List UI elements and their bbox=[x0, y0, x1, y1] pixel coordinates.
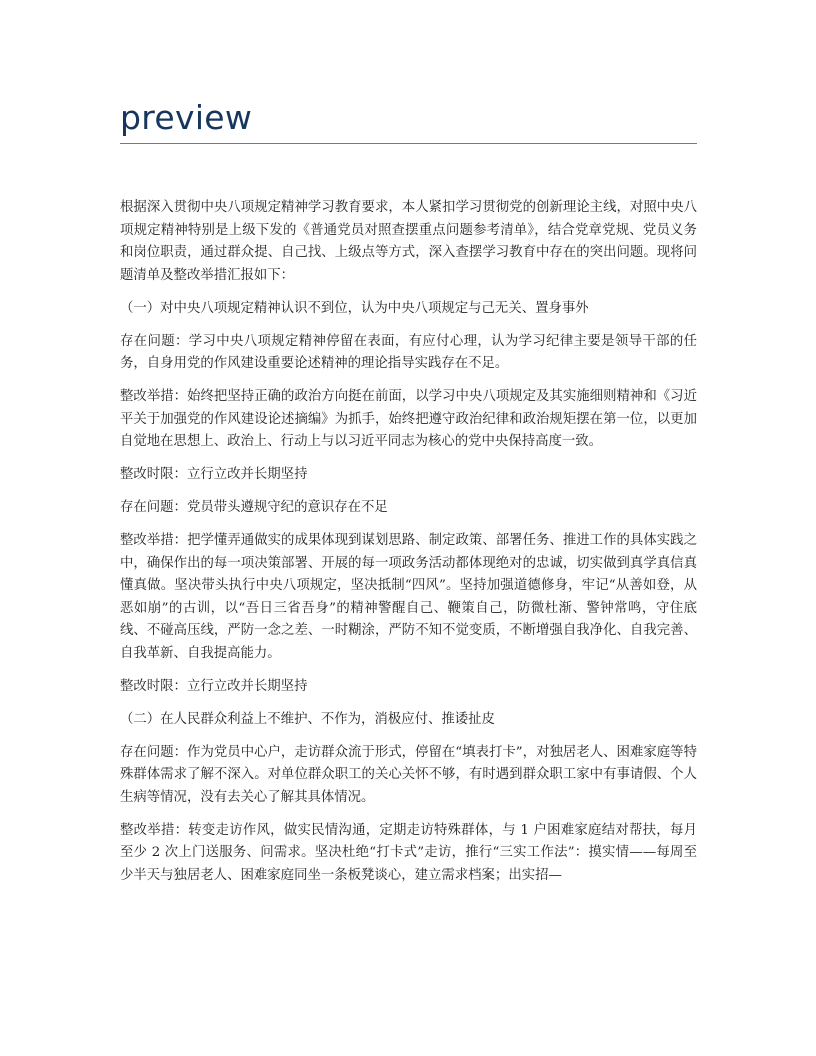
problem-paragraph-3: 存在问题：作为党员中心户，走访群众流于形式，停留在“填表打卡”，对独居老人、困难家庭等特殊群体需求了解不深入。对单位群众职工的关心关怀不够，有时遇到群众职工家中有事请假、个人生病等情况，没有去关心了解其具体情况。 bbox=[120, 744, 697, 805]
problem-paragraph-2: 存在问题：党员带头遵规守纪的意识存在不足 bbox=[120, 500, 388, 515]
deadline-paragraph-2: 整改时限：立行立改并长期坚持 bbox=[120, 678, 308, 694]
section-heading-1: （一）对中央八项规定精神认识不到位，认为中央八项规定与己无关、置身事外 bbox=[120, 300, 589, 316]
title-divider bbox=[120, 143, 697, 144]
intro-paragraph: 根据深入贯彻中央八项规定精神学习教育要求，本人紧扣学习贯彻党的创新理论主线，对照中央八项规定精神特别是上级下发的《普通党员对照查摆重点问题参考清单》，结合党章党规、党员义务和岗位职责，通过群众提、自己找、上级点等方式，深入查摆学习教育中存在的突出问题。现将问题清单及整改举措汇报如下： bbox=[120, 200, 697, 283]
deadline-paragraph-1: 整改时限：立行立改并长期坚持 bbox=[120, 467, 308, 482]
measure-paragraph-3: 整改举措：转变走访作风，做实民情沟通，定期走访特殊群体，与 1 户困难家庭结对帮扶，每月至少 2 次上门送服务、问需求。坚决杜绝“打卡式”走访，推行“三实工作法”：摸实情——每周至少半天与独居老人、困难家庭同坐一条板凳谈心，建立需求档案；出实招— bbox=[120, 822, 697, 883]
problem-paragraph-1: 存在问题：学习中央八项规定精神停留在表面，有应付心理，认为学习纪律主要是领导干部的任务，自身用党的作风建设重要论述精神的理论指导实践存在不足。 bbox=[120, 333, 697, 371]
measure-paragraph-1: 整改举措：始终把坚持正确的政治方向挺在前面，以学习中央八项规定及其实施细则精神和《习近平关于加强党的作风建设论述摘编》为抓手，始终把遵守政治纪律和政治规矩摆在第一位，以更加自觉地在思想上、政治上、行动上与以习近平同志为核心的党中央保持高度一致。 bbox=[120, 389, 697, 449]
measure-paragraph-2: 整改举措：把学懂弄通做实的成果体现到谋划思路、制定政策、部署任务、推进工作的具体实践之中，确保作出的每一项决策部署、开展的每一项政务活动都体现绝对的忠诚，切实做到真学真信真懂真做。坚决带头执行中央八项规定，坚决抵制“四风”。坚持加强道德修身，牢记“从善如登，从恶如崩”的古训，以“吾日三省吾身”的精神警醒自己、鞭策自己，防微杜渐、警钟常鸣，守住底线、不碰高压线，严防一念之差、一时糊涂，严防不知不觉变质，不断增强自我净化、自我完善、自我革新、自我提高能力。 bbox=[120, 533, 697, 661]
section-heading-2: （二）在人民群众利益上不维护、不作为，消极应付、推诿扯皮 bbox=[120, 711, 495, 727]
document-body bbox=[120, 197, 697, 898]
document-title: preview bbox=[120, 98, 253, 137]
